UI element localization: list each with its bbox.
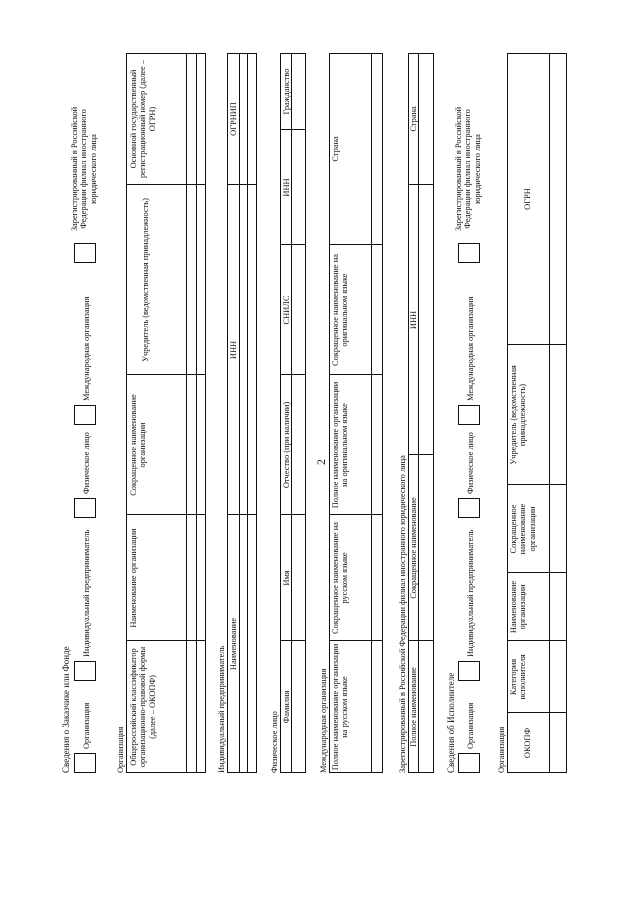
th-ex-okopf: ОКОПФ [523,727,533,759]
th-person-inn: ИНН [282,178,291,197]
page-number: 2 [314,459,328,465]
customer-ip-section: Индивидуальный предприниматель [217,645,226,773]
customer-title: Сведения о Заказчике или Фонде [61,646,71,773]
th-intl-country: Страна [331,136,340,162]
customer-ip-checkbox[interactable] [74,661,96,681]
th-first-name: Имя [282,570,291,586]
th-ex-founder: Учредитель (ведомственная принадлежность) [509,365,528,465]
executor-org-checkbox[interactable] [458,753,480,773]
customer-intl-checkbox[interactable] [74,405,96,425]
th-okopf: Общероссийский классификатор организационно-правовой формы (далее – ОКОПФ) [129,646,157,768]
th-ip-ogrnip: ОГРНИП [229,102,238,136]
customer-branch-checkbox[interactable] [74,243,96,263]
customer-option-intl: Международная организация [82,296,91,401]
customer-org-section: Организация [116,726,125,773]
executor-intl-checkbox[interactable] [458,405,480,425]
th-ex-category: Категория исполнителя [509,654,528,700]
executor-option-org: Организация [466,702,475,749]
th-branch-full: Полное наименование [409,667,418,747]
th-ex-short-name: Сокращенное наименование организации [509,503,537,555]
customer-org-checkbox[interactable] [74,753,96,773]
th-intl-full-ru: Полное наименование организации на русском языке [331,643,350,771]
th-branch-short: Сокращенное наименование [409,497,418,599]
customer-option-branch: Зарегистрированный в Российской Федерации филиал иностранного юридического лица [70,106,98,232]
executor-option-ip: Индивидуальный предприниматель [466,529,475,657]
customer-intl-section: Международная организация [319,668,328,773]
th-ex-org-name: Наименование организации [509,580,528,634]
th-founder: Учредитель (ведомственная принадлежность) [141,198,150,362]
th-org-short-name: Сокращенное наименование организации [129,394,148,496]
customer-option-org: Организация [82,702,91,749]
executor-option-branch: Зарегистрированный в Российской Федерации филиал иностранного юридического лица [454,106,482,232]
customer-option-person: Физическое лицо [82,432,91,494]
th-intl-short-orig: Сокращенное наименование на оригинальном языке [331,254,350,366]
th-intl-short-ru: Сокращенное наименование на русском языке [331,522,350,634]
th-ip-inn: ИНН [229,340,238,360]
executor-person-checkbox[interactable] [458,498,480,518]
customer-person-section: Физическое лицо [270,711,279,773]
executor-ip-checkbox[interactable] [458,661,480,681]
th-snils: СНИЛС [282,295,291,325]
th-ip-name: Наименование [229,617,238,671]
customer-option-ip: Индивидуальный предприниматель [82,529,91,657]
executor-org-section: Организация [497,726,506,773]
th-ogrn: Основной государственный регистрационный номер (далее – ОГРН) [129,59,157,179]
executor-title: Сведения об Исполнителе [446,672,456,773]
executor-branch-checkbox[interactable] [458,243,480,263]
executor-option-person: Физическое лицо [466,432,475,494]
th-patronymic: Отчество (при наличии) [282,401,291,489]
th-intl-full-orig: Полное наименование организации на оригинальном языке [331,381,350,509]
executor-option-intl: Международная организация [466,296,475,401]
customer-person-checkbox[interactable] [74,498,96,518]
th-ex-ogrn: ОГРН [523,188,533,210]
th-citizenship: Гражданство [282,68,291,115]
th-branch-country: Страна [409,106,418,132]
th-surname: Фамилия [282,690,291,724]
rotated-form [40,15,600,785]
th-branch-inn: ИНН [409,310,418,330]
th-org-name: Наименование организации [129,528,138,628]
customer-branch-section: Зарегистрированный в Российской Федерации филиал иностранного юридического лица [398,455,407,773]
